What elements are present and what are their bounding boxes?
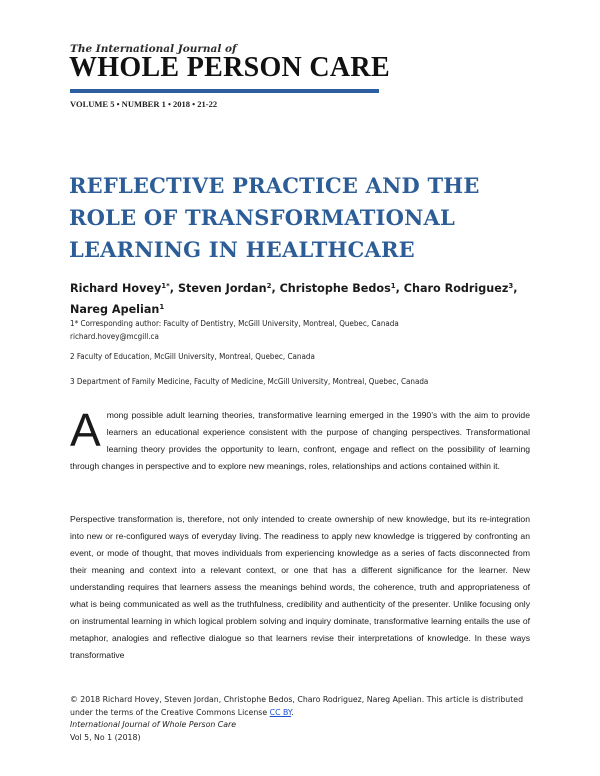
author-name: Christophe Bedos bbox=[279, 282, 391, 295]
volume-citation: Vol 5, No 1 (2018) bbox=[70, 732, 141, 742]
author-name: Steven Jordan bbox=[177, 282, 267, 295]
author-sup: 1 bbox=[390, 282, 396, 290]
header-rule bbox=[70, 89, 379, 93]
affiliation-2: 2 Faculty of Education, McGill University, Montreal, Quebec, Canada bbox=[70, 352, 315, 361]
title-line: REFLECTIVE PRACTICE AND THE bbox=[69, 173, 480, 198]
title-line: LEARNING IN HEALTHCARE bbox=[69, 237, 415, 262]
affiliation-1: 1* Corresponding author: Faculty of Dentistry, McGill University, Montreal, Quebec, Canada bbox=[70, 319, 399, 328]
issue-line: VOLUME 5 • NUMBER 1 • 2018 • 21-22 bbox=[70, 99, 218, 109]
journal-citation: International Journal of Whole Person Care bbox=[70, 720, 236, 729]
copyright-text: © 2018 Richard Hovey, Steven Jordan, Christophe Bedos, Charo Rodriguez, Nareg Apelian. This article is distributed under the terms of the Creative Commons License bbox=[70, 695, 524, 717]
author-sup: 1* bbox=[161, 282, 170, 290]
journal-name: WHOLE PERSON CARE bbox=[69, 52, 390, 83]
author-name: Richard Hovey bbox=[70, 282, 162, 295]
affiliation-3: 3 Department of Family Medicine, Faculty of Medicine, McGill University, Montreal, Quebec, Canada bbox=[70, 377, 429, 386]
paragraph-2: Perspective transformation is, therefore, not only intended to create ownership of new knowledge, but its re-integration into new or re-configured ways of everyday living. The readiness to apply new knowledge is triggered by confronting an event, or mode of thought, that moves individuals from experiencing knowledge as a series of facts disconnected from their meaning and context into a relevant context, or one that has a different significance for the learner. New understanding requires that learners assess the meanings behind words, the coherence, truth and appropriateness of what is being communicated as well as the truthfulness, credibility and authenticity of the presenter. Unlike focusing only on instrumental learning in which logical problem solving and inquiry dominate, transformative learning entails the use of metaphor, analogies and reflective dialogue so that learners revise their interpretations of knowledge. In these ways transformative bbox=[70, 514, 530, 660]
author-sup: 3 bbox=[508, 282, 514, 290]
body-paragraph bbox=[70, 511, 530, 664]
drop-cap: A bbox=[70, 404, 101, 456]
author-name: Charo Rodriguez bbox=[403, 282, 509, 295]
article-title bbox=[69, 170, 529, 266]
intro-paragraph bbox=[70, 404, 530, 475]
author-sup: 1 bbox=[159, 303, 165, 311]
journal-kicker: The International Journal of bbox=[70, 43, 237, 55]
author-name: Nareg Apelian bbox=[70, 303, 160, 316]
copyright-notice: © 2018 Richard Hovey, Steven Jordan, Christophe Bedos, Charo Rodriguez, Nareg Apelian. This article is distributed under the terms of the Creative Commons License CC BY. bbox=[70, 695, 524, 717]
license-link[interactable]: CC BY bbox=[269, 707, 292, 717]
author-email[interactable]: richard.hovey@mcgill.ca bbox=[70, 332, 159, 341]
author-sup: 2 bbox=[266, 282, 272, 290]
paragraph-1: mong possible adult learning theories, transformative learning emerged in the 1990’s with the aim to provide learners an educational experience consistent with the purpose of changing perspectives. Transformational learning theory provides the opportunity to learn, confront, engage and reflect on the possibility of learning through changes in perspective and to explore new meanings, roles, relationships and actions contained within it. bbox=[70, 410, 530, 471]
license-footer bbox=[70, 694, 530, 744]
author-list: Richard Hovey$^{1*}$, Steven Jordan$^2$, Christophe Bedos$^1$, Charo Rodriguez$^3$, Nareg Apelian$^1$ bbox=[70, 282, 518, 316]
title-line: ROLE OF TRANSFORMATIONAL bbox=[69, 205, 455, 230]
